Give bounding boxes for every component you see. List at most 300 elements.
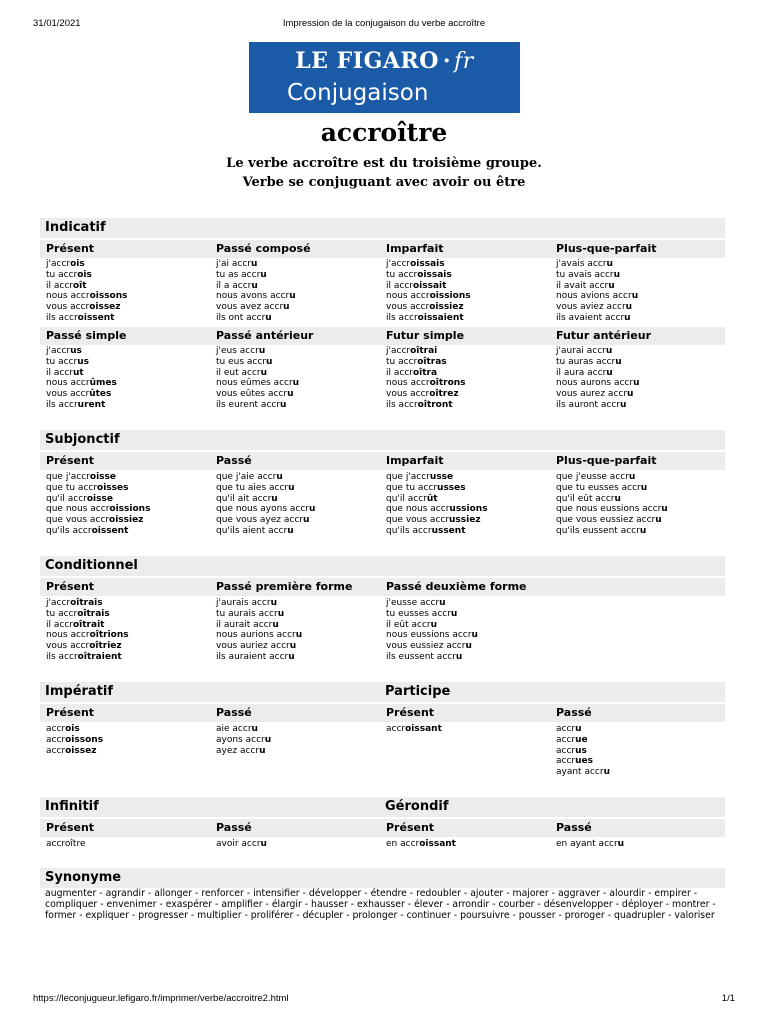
conjugation-stem: que vous eussiez accr [556, 515, 656, 526]
conjugation-line [46, 346, 117, 357]
conjugation-stem: nous avions accr [556, 291, 632, 302]
conjugation-list [216, 346, 299, 411]
conjugation-ending: oissant [405, 724, 442, 734]
conjugation-stem: que tu aies accr [216, 482, 289, 493]
conjugation-list [556, 472, 668, 537]
conjugation-list [556, 259, 638, 324]
conjugation-line [216, 494, 315, 505]
tense-label: Passé [556, 821, 592, 834]
conjugation-stem: vous accr [46, 302, 90, 313]
logo-line1: LE FIGARO · fr [295, 48, 474, 74]
conjugation-ending: oissions [109, 504, 151, 515]
section-title-imperatif: Impératif [45, 684, 114, 699]
tense-label: Passé composé [216, 242, 311, 255]
conjugation-ending: u [627, 389, 634, 400]
conjugation-line [216, 746, 271, 757]
tense-label: Futur antérieur [556, 329, 652, 342]
section-title-participe: Participe [385, 684, 451, 699]
conjugation-line [46, 302, 128, 313]
conjugation-line [386, 400, 466, 411]
conjugation-ending: u [617, 839, 625, 849]
conjugation-stem: que j'aie accr [216, 472, 277, 482]
conjugation-stem: ils auront accr [556, 399, 620, 410]
conjugation-stem: il avait accr [556, 280, 609, 291]
conjugation-ending: ues [575, 756, 593, 767]
conjugation-line [556, 483, 668, 494]
conjugation-line [556, 281, 638, 292]
conjugation-ending: oîtrais [77, 608, 110, 619]
conjugation-line [216, 346, 299, 357]
conjugation-list [386, 724, 442, 735]
conjugation-ending: u [613, 269, 621, 280]
conjugation-stem: tu accr [386, 356, 418, 367]
conjugation-line [216, 609, 302, 620]
conjugation-ending: oissez [65, 745, 97, 756]
conjugation-stem: que nous accr [46, 504, 110, 515]
conjugation-line [556, 515, 668, 526]
conjugation-stem: ils ont accr [216, 312, 266, 323]
conjugation-ending: u [259, 745, 266, 756]
conjugation-ending: oissions [429, 291, 471, 302]
conjugation-line [46, 735, 103, 746]
conjugation-stem: que nous eussions accr [556, 504, 662, 515]
tense-label: Présent [386, 706, 435, 719]
tense-label: Passé première forme [216, 580, 353, 593]
conjugation-line [386, 270, 471, 281]
conjugation-ending: u [287, 389, 294, 400]
conjugation-list [46, 598, 129, 663]
conjugation-line [386, 494, 488, 505]
conjugation-stem: vous accr [46, 641, 90, 652]
conjugation-line [556, 472, 668, 483]
conjugation-list [46, 472, 150, 537]
conjugation-stem: que nous accr [386, 504, 450, 515]
tense-label: Passé [216, 821, 252, 834]
conjugation-line [46, 598, 129, 609]
conjugation-ending: u [615, 356, 622, 367]
conjugation-line [386, 630, 478, 641]
conjugation-line [216, 483, 315, 494]
conjugation-ending: u [251, 724, 258, 734]
conjugation-stem: nous accr [46, 630, 90, 641]
conjugation-ending: oissez [89, 302, 121, 313]
conjugation-stem: ils avaient accr [556, 312, 625, 323]
conjugation-stem: accr [386, 724, 406, 734]
conjugation-ending: u [292, 378, 300, 389]
conjugation-line [216, 368, 299, 379]
conjugation-list [216, 598, 302, 663]
conjugation-line [46, 378, 117, 389]
conjugation-stem: il accr [386, 367, 413, 378]
tense-label: Passé antérieur [216, 329, 314, 342]
conjugation-ending: oisses [97, 482, 129, 493]
conjugation-line [216, 515, 315, 526]
conjugation-stem: tu eus accr [216, 356, 266, 367]
conjugation-stem: qu'ils accr [386, 525, 432, 536]
section-subjonctif [40, 430, 725, 450]
section-title: Synonyme [45, 870, 122, 885]
conjugation-ending: u [606, 367, 613, 378]
conjugation-line [216, 270, 296, 281]
conjugation-stem: ayant accr [556, 767, 604, 778]
conjugation-ending: u [260, 367, 268, 378]
tense-label: Présent [46, 242, 95, 255]
logo-line2: Conjugaison [287, 80, 429, 106]
conjugation-stem: j'accr [46, 259, 71, 269]
tense-label: Présent [46, 706, 95, 719]
conjugation-stem: il aura accr [556, 367, 607, 378]
tense-row [40, 240, 725, 258]
conjugation-ending: us [70, 346, 82, 356]
conjugation-line [216, 735, 271, 746]
conjugation-line [386, 291, 471, 302]
conjugation-ending: oissent [77, 312, 115, 323]
conjugation-line [556, 302, 638, 313]
conjugation-ending: u [271, 493, 278, 504]
conjugation-line [556, 767, 610, 778]
section-conditionnel [40, 556, 725, 576]
conjugation-stem: nous avons accr [216, 291, 290, 302]
verb-auxiliary-line: Verbe se conjuguant avec avoir ou être [242, 175, 526, 190]
print-title: Impression de la conjugaison du verbe accroître [282, 18, 486, 29]
conjugation-ending: urent [77, 399, 106, 410]
conjugation-line [46, 483, 150, 494]
section-title: Conditionnel [45, 558, 138, 573]
conjugation-line [556, 746, 610, 757]
conjugation-line [556, 291, 638, 302]
conjugation-stem: ayons accr [216, 734, 265, 745]
conjugation-stem: ils accr [386, 312, 418, 323]
conjugation-line [46, 291, 128, 302]
conjugation-line [46, 620, 129, 631]
conjugation-line [216, 598, 302, 609]
conjugation-ending: oîtras [417, 356, 447, 367]
verb-group-line: Le verbe accroître est du troisième groupe. [226, 156, 542, 171]
conjugation-line [386, 389, 466, 400]
conjugation-line [386, 609, 478, 620]
conjugation-line [556, 357, 639, 368]
conjugation-stem: que j'accr [386, 472, 430, 482]
conjugation-ending: oissiez [109, 515, 144, 526]
conjugation-list [386, 346, 466, 411]
conjugation-stem: qu'ils accr [46, 525, 92, 536]
conjugation-line [216, 526, 315, 537]
conjugation-stem: ils accr [46, 399, 78, 410]
conjugation-stem: il eût accr [386, 619, 431, 630]
conjugation-ending: ût [426, 493, 438, 504]
conjugation-line [386, 313, 471, 324]
conjugation-line [386, 281, 471, 292]
section-infinitif-gerondif [40, 797, 725, 817]
conjugation-stem: tu auras accr [556, 356, 616, 367]
conjugation-ending: ois [70, 259, 85, 269]
conjugation-ending: oissait [412, 280, 447, 291]
conjugation-line [386, 515, 488, 526]
conjugation-line [386, 368, 466, 379]
conjugation-line [556, 735, 610, 746]
conjugation-ending: u [280, 399, 287, 410]
conjugation-line [46, 724, 103, 735]
conjugation-ending: u [471, 630, 478, 641]
le-figaro-conjugaison-logo[interactable] [249, 42, 520, 113]
conjugation-stem: nous aurons accr [556, 378, 634, 389]
conjugation-ending: usses [437, 482, 466, 493]
conjugation-line [556, 400, 639, 411]
tense-label: Passé deuxième forme [386, 580, 527, 593]
conjugation-line [386, 620, 478, 631]
conjugation-ending: oissiez [429, 302, 464, 313]
section-title: Indicatif [45, 220, 106, 235]
conjugation-stem: nous accr [386, 378, 430, 389]
conjugation-ending: u [639, 525, 647, 536]
conjugation-line [46, 389, 117, 400]
tense-label: Passé [216, 454, 252, 467]
conjugation-ending: u [289, 641, 297, 652]
conjugation-stem: ils auraient accr [216, 651, 289, 662]
conjugation-ending: oissant [419, 839, 456, 849]
conjugation-ending: u [655, 515, 662, 526]
conjugation-line [46, 641, 129, 652]
conjugation-stem: vous avez accr [216, 302, 284, 313]
conjugation-stem: il accr [46, 280, 73, 291]
conjugation-ending: oissons [65, 734, 104, 745]
conjugation-list [46, 259, 128, 324]
conjugation-list [386, 598, 478, 663]
conjugation-stem: ils accr [46, 312, 78, 323]
conjugation-ending: usse [429, 472, 454, 482]
conjugation-ending: ûtes [89, 389, 112, 400]
conjugation-ending: oîtrions [89, 630, 129, 641]
conjugation-line [386, 472, 488, 483]
conjugation-stem: qu'il accr [46, 493, 87, 504]
conjugation-stem: j'accr [386, 259, 411, 269]
conjugation-stem: il eut accr [216, 367, 261, 378]
conjugation-line [386, 357, 466, 368]
conjugation-stem: il accr [46, 619, 73, 630]
conjugation-stem: vous accr [386, 389, 430, 400]
conjugation-stem: que vous accr [46, 515, 110, 526]
conjugation-ending: oîtriez [89, 641, 122, 652]
conjugation-ending: ûmes [89, 378, 117, 389]
conjugation-ending: oîtrait [72, 619, 105, 630]
conjugation-ending: u [272, 619, 279, 630]
conjugation-ending: u [260, 269, 267, 280]
conjugation-ending: ussions [449, 504, 488, 515]
conjugation-ending: u [608, 280, 615, 291]
conjugation-stem: nous accr [46, 378, 90, 389]
page-url: https://leconjugueur.lefigaro.fr/imprimer/verbe/accroitre2.html [33, 993, 289, 1004]
tense-row [40, 578, 725, 596]
conjugation-ending: ussiez [449, 515, 481, 526]
conjugation-stem: que j'accr [46, 472, 90, 482]
conjugation-line [46, 259, 128, 270]
conjugation-ending: ue [575, 734, 588, 745]
conjugation-line [216, 291, 296, 302]
conjugation-line [46, 630, 129, 641]
conjugation-stem: ils eurent accr [216, 399, 281, 410]
conjugation-ending: u [276, 472, 283, 482]
conjugation-line [556, 270, 638, 281]
conjugation-ending: u [430, 619, 438, 630]
tense-label: Passé [216, 706, 252, 719]
conjugation-line [46, 400, 117, 411]
conjugation-ending: oîtrez [429, 389, 459, 400]
conjugation-ending: u [614, 493, 621, 504]
conjugation-line [216, 378, 299, 389]
conjugation-line [386, 839, 456, 850]
conjugation-stem: il a accr [216, 280, 252, 291]
conjugation-stem: que vous ayez accr [216, 515, 303, 526]
conjugation-stem: accr [46, 734, 66, 745]
conjugation-line [46, 839, 86, 850]
print-date: 31/01/2021 [33, 18, 81, 29]
conjugation-ending: ussent [431, 525, 466, 536]
tense-row [40, 327, 725, 345]
conjugation-ending: u [633, 378, 640, 389]
conjugation-ending: u [295, 630, 303, 641]
verb-description [0, 154, 768, 192]
conjugation-ending: oisse [89, 472, 116, 482]
tense-label: Présent [46, 821, 95, 834]
section-indicatif [40, 218, 725, 238]
conjugation-line [46, 281, 128, 292]
conjugation-line [556, 313, 638, 324]
section-title: Subjonctif [45, 432, 120, 447]
conjugation-stem: j'eus accr [216, 346, 259, 356]
conjugation-line [46, 515, 150, 526]
tense-row [40, 819, 725, 837]
conjugation-line [556, 839, 624, 850]
conjugation-stem: vous eûtes accr [216, 389, 288, 400]
conjugation-line [216, 620, 302, 631]
conjugation-line [216, 652, 302, 663]
conjugation-line [46, 368, 117, 379]
conjugation-stem: j'aurai accr [556, 346, 606, 356]
conjugation-stem: qu'ils eussent accr [556, 525, 640, 536]
tense-row [40, 452, 725, 470]
conjugation-line [46, 504, 150, 515]
conjugation-line [46, 652, 129, 663]
conjugation-line [216, 281, 296, 292]
conjugation-stem: tu aurais accr [216, 608, 278, 619]
conjugation-line [386, 302, 471, 313]
conjugation-line [216, 641, 302, 652]
conjugation-list [386, 259, 471, 324]
conjugation-ending: u [606, 259, 613, 269]
conjugation-ending: u [260, 839, 267, 849]
conjugation-ending: oîtrais [70, 598, 103, 608]
conjugation-ending: u [258, 346, 266, 356]
conjugation-line [216, 724, 271, 735]
conjugation-ending: u [289, 291, 296, 302]
section-synonyme [40, 868, 725, 888]
conjugation-line [46, 526, 150, 537]
conjugation-ending: u [575, 724, 582, 734]
conjugation-ending: u [270, 598, 277, 608]
conjugation-ending: oîtra [412, 367, 438, 378]
conjugation-stem: j'aurais accr [216, 598, 271, 608]
conjugation-stem: qu'il ait accr [216, 493, 272, 504]
conjugation-line [216, 630, 302, 641]
conjugation-ending: oîtront [417, 399, 453, 410]
conjugation-stem: qu'il eût accr [556, 493, 615, 504]
conjugation-list [216, 259, 296, 324]
conjugation-stem: avoir accr [216, 839, 261, 849]
conjugation-stem: nous accr [46, 291, 90, 302]
conjugation-ending: us [77, 356, 89, 367]
conjugation-stem: accr [556, 734, 576, 745]
tense-label: Imparfait [386, 454, 444, 467]
conjugation-ending: u [250, 259, 258, 269]
conjugation-line [216, 504, 315, 515]
conjugation-line [386, 346, 466, 357]
conjugation-stem: tu eusses accr [386, 608, 451, 619]
print-header [33, 18, 735, 32]
conjugation-stem: en ayant accr [556, 839, 618, 849]
conjugation-stem: j'accr [46, 346, 71, 356]
conjugation-line [386, 641, 478, 652]
tense-label: Plus-que-parfait [556, 242, 657, 255]
conjugation-stem: vous auriez accr [216, 641, 290, 652]
tense-label: Plus-que-parfait [556, 454, 657, 467]
conjugation-stem: accr [46, 745, 66, 756]
conjugation-line [216, 259, 296, 270]
conjugation-stem: que j'eusse accr [556, 472, 629, 482]
conjugation-stem: que vous accr [386, 515, 450, 526]
conjugation-ending: u [603, 767, 610, 778]
conjugation-ending: oissaient [417, 312, 464, 323]
section-title-infinitif: Infinitif [45, 799, 99, 814]
conjugation-ending: u [251, 280, 258, 291]
conjugation-line [46, 357, 117, 368]
conjugation-stem: nous aurions accr [216, 630, 296, 641]
conjugation-stem: j'avais accr [556, 259, 607, 269]
conjugation-ending: u [625, 302, 633, 313]
conjugation-ending: u [605, 346, 613, 356]
conjugation-list [386, 472, 488, 537]
conjugation-line [556, 346, 639, 357]
conjugation-list [216, 472, 315, 537]
conjugation-stem: qu'il accr [386, 493, 427, 504]
conjugation-line [46, 472, 150, 483]
conjugation-line [216, 839, 267, 850]
conjugation-stem: tu accr [386, 269, 418, 280]
conjugation-line [386, 652, 478, 663]
conjugation-ending: u [661, 504, 668, 515]
conjugation-ending: u [628, 472, 636, 482]
conjugation-ending: u [287, 525, 294, 536]
conjugation-stem: que nous ayons accr [216, 504, 309, 515]
conjugation-stem: vous aurez accr [556, 389, 628, 400]
conjugation-stem: qu'ils aient accr [216, 525, 288, 536]
conjugation-ending: ois [77, 269, 92, 280]
conjugation-list [46, 839, 86, 850]
conjugation-ending: u [619, 399, 627, 410]
conjugation-ending: u [640, 482, 648, 493]
conjugation-stem: aie accr [216, 724, 252, 734]
conjugation-line [46, 270, 128, 281]
conjugation-line [556, 389, 639, 400]
conjugation-stem: vous aviez accr [556, 302, 626, 313]
conjugation-ending: oissent [91, 525, 129, 536]
conjugation-line [46, 494, 150, 505]
conjugation-stem: tu accr [46, 356, 78, 367]
synonym-list: augmenter - agrandir - allonger - renforcer - intensifier - développer - étendre - redoubler - ajouter - majorer - aggraver - alourdir - empirer - compliquer - envenimer - exaspérer - amplifier - élargir - hausser - exhausser - élever - arrondir - courber - désenvelopper - déployer - montrer - former - expliquer - progresser - multiplier - proliférer - décupler - prolonger - continuer - poursuivre - pousser - proroger - quadrupler - valoriser [45, 888, 716, 921]
conjugation-ending: ut [72, 367, 84, 378]
conjugation-ending: u [288, 651, 295, 662]
conjugation-ending: oît [72, 280, 87, 291]
conjugation-ending: u [264, 734, 272, 745]
